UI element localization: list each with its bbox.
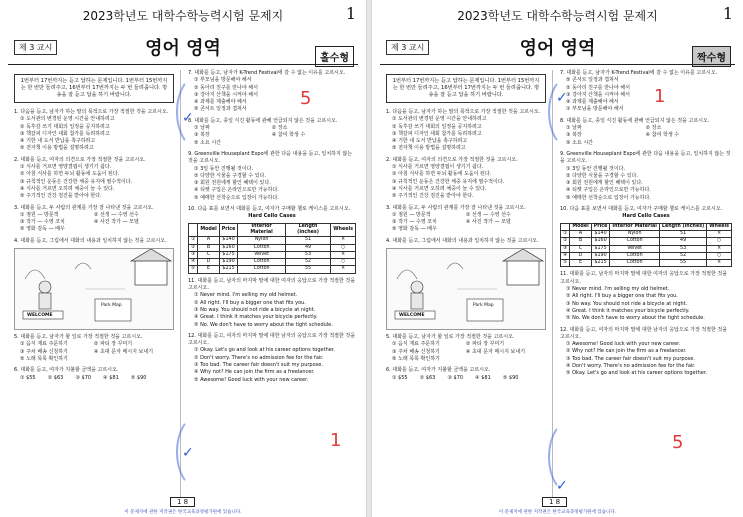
option[interactable]: ① 식사를 거르면 영양결핍이 생기기 쉽다. [392,164,484,171]
option[interactable]: ⑤ 예매한 선착순으로 입장이 가능하다. [194,194,279,201]
option[interactable]: ② 선생 ― 수영 선수 [93,211,139,218]
question-text: 9. Greenville Houseplant Expo에 관한 다음 내용을 듣고, 일치하지 않는 것을 고르시오. [560,150,731,165]
option[interactable]: ⑤ No. We don't have to worry about the tight schedule. [566,315,705,322]
option[interactable]: ⑤ 콘서트 일정과 겹쳐서 [194,106,247,113]
table-cell: Cotton [238,266,285,273]
option[interactable]: ④ 티켓 구입은 온라인으로만 가능하다. [194,187,279,194]
table-cell: Cotton [610,238,660,245]
subject-title: 영어 영역 [519,38,596,59]
question-text: 1. 다음을 듣고, 남자가 하는 말의 목적으로 가장 적절한 것을 고르시오. [386,109,541,115]
table-cell: × [707,245,732,252]
table-cell: E [570,260,591,267]
option[interactable]: ③ 주차 배송 신청하기 [20,348,68,355]
handwritten-answer: 1 [330,430,342,451]
question-text: 9. Greenville Houseplant Expo에 관한 다음 내용을 듣고, 일치하지 않는 것을 고르시오. [188,150,353,165]
option[interactable]: ⑤ Okay. Let's go and look at his career options together. [566,370,708,377]
option[interactable]: ② 아침 식사를 하면 두뇌 활동에 도움이 된다. [392,171,492,178]
table-row[interactable] [189,237,356,244]
option[interactable]: ① 식사를 거르면 영양결핍이 생기기 쉽다. [20,164,112,171]
option[interactable]: ② 장소 [645,125,662,132]
option[interactable]: ④ 과제를 제출해야 해서 [194,99,247,106]
table-row[interactable] [561,238,732,245]
check-mark-icon: ✓ [182,445,194,461]
option[interactable]: ④ 참여 학생 수 [271,132,306,139]
table-cell: 55 [285,266,330,273]
option[interactable]: ② 다양한 식물을 구경할 수 있다. [566,172,638,179]
option[interactable]: ⑤ 영화 감독 ― 배우 [20,226,65,233]
question-text: 12. 대화를 듣고, 여자의 마지막 말에 대한 남자의 응답으로 가장 적절한 것을 고르시오. [560,326,728,340]
option[interactable]: ② 아침 식사를 하면 두뇌 활동에 도움이 된다. [20,171,120,178]
table-cell: ③ [189,251,198,258]
option[interactable]: ④ $81 [475,374,491,381]
option[interactable]: ③ 회원 전원에게 할인 혜택이 있다. [566,180,643,187]
question-3 [386,205,546,234]
question-text: 5. 대화를 듣고, 남자가 할 일로 가장 적절한 것을 고르시오. [14,334,143,341]
question-text: 5. 대화를 듣고, 남자가 할 일로 가장 적절한 것을 고르시오. [386,334,515,341]
table-cell: Cotton [238,259,285,266]
exam-type-label: 홀수형 [315,46,354,67]
table-cell: Cotton [610,260,660,267]
question-5 [386,334,546,363]
question-2 [14,157,174,201]
table-cell: × [707,230,732,237]
option[interactable]: ② All right. I'll buy a bigger one that fits you. [194,299,306,306]
option[interactable]: ④ 식사를 거르면 오히려 체중이 늘 수 있다. [392,185,487,192]
table-cell: 55 [659,260,706,267]
table-cell: ○ [707,238,732,245]
question-text: 11. 대화를 듣고, 남자의 마지막 말에 대한 여자의 응답으로 가장 적절한 것을 고르시오. [560,271,728,285]
welcome-sign-text: WELCOME [27,313,53,319]
option[interactable]: ⑤ $90 [502,374,519,381]
table-cell: $190 [591,252,610,259]
option[interactable]: ② 다양한 식물을 구경할 수 있다. [194,172,266,179]
table-cell: 52 [659,252,706,259]
question-9 [188,151,356,202]
option[interactable]: ⑤ 영화 감독 ― 배우 [392,226,437,233]
table-cell: 52 [285,259,330,266]
question-text: 7. 대화를 듣고, 남자가 K-Trend Festival에 갈 수 없는 이유를 고르시오. [560,70,718,76]
table-cell: × [331,251,356,258]
option[interactable]: ② All right. I'll buy a bigger one that fits you. [566,293,678,300]
question-3 [14,205,174,234]
question-text: 4. 대화를 듣고, 그림에서 대화의 내용과 일치하지 않는 것을 고르시오. [14,237,167,244]
park-map-sign-text: Park Map [473,303,494,309]
option[interactable]: ④ Why not? He can join the firm as a freelancer. [194,369,315,376]
copyright-footer: 이 문제지에 관한 저작권은 한국교육과정평가원에 있습니다. [124,510,242,515]
table-row[interactable] [189,244,356,251]
option[interactable]: ② 독후감 쓰기 대회의 일정을 공지하려고 [392,123,482,130]
table-cell: $140 [219,237,238,244]
table-cell: Velvet [238,251,285,258]
park-map-sign-text: Park Map [101,303,122,309]
question-12 [560,327,732,378]
option[interactable]: ④ 사진 작가 ― 모델 [465,219,511,226]
option[interactable]: ① 음식 재료 주문하기 [20,341,68,348]
option[interactable]: ⑤ No. We don't have to worry about the tight schedule. [194,321,333,328]
question-9 [560,151,732,202]
park-scene-illustration [386,248,546,330]
table-header: Length (inches) [659,223,706,230]
option[interactable]: ④ Great. I think it matches your bicycle perfectly. [566,307,690,314]
question-text: 7. 대화를 듣고, 남자가 K-Trend Festival에 갈 수 없는 이유를 고르시오. [188,70,346,76]
table-header: Model [570,223,591,230]
exam-type-label: 짝수형 [692,46,731,67]
option[interactable]: ④ $81 [103,374,119,381]
option[interactable]: ⑤ 소요 시간 [194,139,221,146]
table-row[interactable] [189,251,356,258]
header-rule [8,64,358,65]
table-cell: ④ [561,252,570,259]
page-number: 1 [345,4,356,23]
table-cell: 49 [659,238,706,245]
table-cell: Nylon [610,230,660,237]
exam-page-odd [0,0,366,517]
option[interactable]: ③ 복장 [566,132,582,139]
table-header: Price [591,223,610,230]
option[interactable]: ③ 작가 ― 수영 코치 [20,219,65,226]
question-10 [188,206,356,274]
option[interactable]: ⑤ 콘서트 일정과 겹쳐서 [566,77,619,84]
option[interactable]: ④ 사진 작가 ― 모델 [93,219,139,226]
pen-stroke [548,75,592,149]
option[interactable]: ⑤ 소요 시간 [566,139,593,146]
table-row[interactable] [561,252,732,259]
table-cell: $215 [591,260,610,267]
table-row[interactable] [561,260,732,267]
option[interactable]: ② 장소 [271,125,288,132]
question-text: 12. 대화를 듣고, 여자의 마지막 말에 대한 남자의 응답으로 가장 적절한 것을 고르시오. [188,332,356,347]
question-text: 11. 대화를 듣고, 남자의 마지막 말에 대한 여자의 응답으로 가장 적절한 것을 고르시오. [188,277,356,292]
option[interactable]: ④ Great. I think it matches your bicycle perfectly. [194,314,318,321]
option[interactable]: ③ No way. You should not ride a bicycle at night. [194,306,316,313]
option[interactable]: ③ 작가 ― 수영 코치 [392,219,437,226]
table-header: Wheels [707,223,732,230]
question-12 [188,333,356,384]
session-label: 제 3 교시 [14,40,57,55]
option[interactable]: ② $63 [419,374,436,381]
option[interactable]: ① Never mind. I'm selling my old helmet. [566,286,670,293]
option[interactable]: ① $55 [392,374,408,381]
option[interactable]: ③ Too bad. The career fair doesn't suit my purpose. [194,361,323,368]
table-cell: B [570,238,591,245]
option[interactable]: ③ 회원 전원에게 할인 혜택이 있다. [194,180,271,187]
cello-case-table [560,223,732,268]
table-cell: Velvet [610,245,660,252]
check-mark-icon: ✓ [556,478,568,494]
option[interactable]: ⑤ 노래 목록 확인하기 [20,355,68,362]
table-cell: $215 [219,266,238,273]
question-6 [386,367,546,382]
table-row[interactable] [189,259,356,266]
question-1 [14,109,174,153]
copyright-footer: 이 문제지에 관한 저작권은 한국교육과정평가원에 있습니다. [498,510,617,515]
page-count-box: 1 8 [542,497,567,507]
subject-title: 영어 영역 [145,38,221,59]
table-cell: C [570,245,591,252]
table-cell: × [707,260,732,267]
table-cell: ④ [189,259,198,266]
table-cell: ○ [331,244,356,251]
question-text: 3. 대화를 듣고, 두 사람의 관계를 가장 잘 나타낸 것을 고르시오. [386,204,526,211]
table-cell: D [570,252,591,259]
session-label: 제 3 교시 [386,40,429,55]
option[interactable]: ① 부모님을 방문해야 해서 [194,77,252,84]
question-text: 10. 다음 표를 보면서 대화를 듣고, 여자가 구매할 첼로 케이스를 고르시오. [188,206,351,213]
table-cell: ○ [331,259,356,266]
table-cell: A [570,230,591,237]
option[interactable]: ⑤ $90 [130,374,147,381]
left-column [386,70,546,386]
option[interactable]: ③ No way. You should not ride a bicycle at night. [566,300,688,307]
question-text: 6. 대화를 듣고, 여자가 지불할 금액을 고르시오. [14,367,119,374]
question-5 [14,334,174,363]
table-cell: ① [561,230,570,237]
question-2 [386,157,546,201]
option[interactable]: ⑤ 주기적인 건강 검진을 받아야 한다. [392,193,474,200]
option[interactable]: ② 동아리 친구를 만나야 해서 [566,84,630,91]
table-row[interactable] [561,245,732,252]
table-cell: $140 [591,230,610,237]
handwritten-answer: 1 [654,86,666,107]
option[interactable]: ④ 참여 학생 수 [645,132,680,139]
option[interactable]: ④ 식사를 거르면 오히려 체중이 늘 수 있다. [20,185,115,192]
option[interactable]: ④ 초대 문자 메시지 보내기 [465,348,526,355]
header-rule [380,64,735,65]
table-cell: 53 [285,251,330,258]
option[interactable]: ② Why not? He can join the firm as a freelancer. [566,348,687,355]
option[interactable]: ① Okay. Let's go and look at his career options together. [194,347,336,354]
option[interactable]: ① Awesome! Good luck with your new career. [566,341,681,348]
option[interactable]: ③ 강아지 산책을 시켜야 해서 [194,91,258,98]
table-cell: B [198,244,219,251]
left-column [14,70,174,386]
question-text: 8. 대화를 듣고, 종일 식진 활동에 관해 언급되지 않은 것을 고르시오. [560,117,710,124]
question-text: 1. 다음을 듣고, 남자가 하는 말의 목적으로 가장 적절한 것을 고르시오. [14,109,169,115]
option[interactable]: ③ 규칙적인 운동은 건강한 체중 유지에 필수적이다. [392,178,505,185]
table-cell: $175 [591,245,610,252]
option[interactable]: ② 선생 ― 수영 선수 [465,211,511,218]
question-11 [560,271,732,322]
handwritten-answer: 5 [672,432,684,453]
page-number: 1 [722,4,733,23]
question-6 [14,367,174,382]
cello-case-table [188,223,356,274]
table-cell: × [331,237,356,244]
pen-stroke [548,420,592,494]
option[interactable]: ① 점원 ― 방문객 [392,211,431,218]
option[interactable]: ⑤ 예매한 선착순으로 입장이 가능하다. [566,194,651,201]
option[interactable]: ③ 책갈피 디자인 대회 참가를 독려하려고 [20,130,110,137]
option[interactable]: ① Never mind. I'm selling my old helmet. [194,292,298,299]
option[interactable]: ① 3일 동안 진행될 것이다. [566,165,626,172]
table-cell: D [198,259,219,266]
option[interactable]: ① $55 [20,374,36,381]
table-cell: E [198,266,219,273]
table-cell: ② [189,244,198,251]
question-text: 6. 대화를 듣고, 여자가 지불할 금액을 고르시오. [386,367,491,374]
table-header: Interior Material [610,223,660,230]
table-cell: ① [189,237,198,244]
table-header: Interior Material [238,223,285,237]
option[interactable]: ② 독후감 쓰기 대회의 일정을 공지하려고 [20,123,110,130]
option[interactable]: ③ 규칙적인 운동은 건강한 체중 유지에 필수적이다. [20,178,133,185]
question-4 [14,238,174,330]
option[interactable]: ③ 강아지 산책을 시켜야 해서 [566,91,630,98]
option[interactable]: ① 날짜 [194,125,210,132]
option[interactable]: ① 도서관의 변경된 운영 시간을 안내하려고 [392,116,487,123]
option[interactable]: ① 점원 ― 방문객 [20,211,59,218]
option[interactable]: ④ 초대 문자 메시지 보내기 [93,348,154,355]
table-row[interactable] [189,266,356,273]
table-title: Hard Cello Cases [248,213,296,220]
option[interactable]: ① 도서관의 변경된 운영 시간을 안내하려고 [20,116,115,123]
table-cell: 51 [659,230,706,237]
question-text: 10. 다음 표를 보면서 대화를 듣고, 여자가 구매할 첼로 케이스를 고르시오. [560,206,723,213]
option[interactable]: ⑤ 주기적인 건강 검진을 받아야 한다. [20,193,102,200]
table-cell: ⑤ [189,266,198,273]
option[interactable]: ④ Don't worry. There's no admission fee for the fair. [566,362,696,369]
check-mark-icon: ✓ [182,110,194,126]
option[interactable]: ⑤ Awesome! Good luck with your new career. [194,376,309,383]
question-text: 4. 대화를 듣고, 그림에서 대화의 내용과 일치하지 않는 것을 고르시오. [386,237,539,244]
listening-notice: 1번부터 17번까지는 듣고 답하는 문제입니다. 1번부터 15번까지는 한 번만 들려주고, 16번부터 17번까지는 두 번 들려줍니다. 방송을 잘 듣고 답을 하기 바랍니다. [386,74,546,103]
table-cell: ② [561,238,570,245]
option[interactable]: ① 음식 재료 주문하기 [392,341,440,348]
table-cell: ⑤ [561,260,570,267]
table-cell: $190 [219,259,238,266]
option[interactable]: ② Don't worry. There's no admission fee for the fair. [194,354,324,361]
option[interactable]: ③ 책갈피 디자인 대회 참가를 독려하려고 [392,130,482,137]
option[interactable]: ⑤ 전자책 이용 방법을 설명하려고 [392,145,466,152]
header-title: 2023학년도 대학수학능력시험 문제지 [82,9,284,23]
option[interactable]: ② 동아리 친구를 만나야 해서 [194,84,258,91]
table-cell: Cotton [238,244,285,251]
table-cell: $160 [219,244,238,251]
option[interactable]: ② 파티 장 꾸미기 [93,341,133,348]
option[interactable]: ④ 과제를 제출해야 해서 [566,99,619,106]
option[interactable]: ③ $70 [447,374,464,381]
option[interactable]: ① 3일 동안 진행될 것이다. [194,165,254,172]
table-cell: 49 [285,244,330,251]
option[interactable]: ① 날짜 [566,125,582,132]
question-11 [188,278,356,329]
table-cell: 51 [285,237,330,244]
option[interactable]: ④ 기한 내 도서 반납을 촉구하려고 [392,138,468,145]
table-header: Model [198,223,219,237]
option[interactable]: ③ $70 [75,374,92,381]
option[interactable]: ⑤ 노래 목록 확인하기 [392,355,440,362]
header-title: 2023학년도 대학수학능력시험 문제지 [457,9,658,23]
option[interactable]: ③ 복장 [194,132,210,139]
option[interactable]: ③ Too bad. The career fair doesn't suit my purpose. [566,355,695,362]
table-cell: A [198,237,219,244]
table-cell: Cotton [610,252,660,259]
question-text: 2. 대화를 듣고, 여자의 의견으로 가장 적절한 것을 고르시오. [14,156,146,163]
park-scene-illustration [14,248,174,330]
table-title: Hard Cello Cases [622,213,670,220]
exam-page-even [372,0,743,517]
table-cell: × [331,266,356,273]
table-cell: ③ [561,245,570,252]
listening-notice: 1번부터 17번까지는 듣고 답하는 문제입니다. 1번부터 15번까지는 한 번만 들려주고, 16번부터 17번까지는 두 번 들려줍니다. 방송을 잘 듣고 답을 하기 바랍니다. [14,74,174,103]
option[interactable]: ④ 티켓 구입은 온라인으로만 가능하다. [566,187,651,194]
page-count-box: 1 8 [170,497,195,507]
option[interactable]: ② 파티 장 꾸미기 [465,341,505,348]
table-header: Wheels [331,223,356,237]
table-cell: $160 [591,238,610,245]
table-header: Price [219,223,238,237]
handwritten-answer: 5 [300,88,312,109]
welcome-sign-text: WELCOME [399,313,425,319]
table-cell: ○ [707,252,732,259]
table-cell: 53 [659,245,706,252]
table-cell: C [198,251,219,258]
question-text: 8. 대화를 듣고, 종일 식진 활동에 관해 언급되지 않은 것을 고르시오. [188,117,338,124]
check-mark-icon: ✓ [556,90,568,106]
table-header: Length (inches) [285,223,330,237]
table-cell: $175 [219,251,238,258]
question-1 [386,109,546,153]
option[interactable]: ③ 주차 배송 신청하기 [392,348,440,355]
question-4 [386,238,546,330]
question-text: 3. 대화를 듣고, 두 사람의 관계를 가장 잘 나타낸 것을 고르시오. [14,204,154,211]
option[interactable]: ⑤ 전자책 이용 방법을 설명하려고 [20,145,94,152]
option[interactable]: ① 부모님을 방문해야 해서 [566,106,624,113]
option[interactable]: ④ 기한 내 도서 반납을 촉구하려고 [20,138,96,145]
table-cell: Nylon [238,237,285,244]
question-text: 2. 대화를 듣고, 여자의 의견으로 가장 적절한 것을 고르시오. [386,156,518,163]
table-row[interactable] [561,230,732,237]
option[interactable]: ② $63 [47,374,64,381]
question-10 [560,206,732,267]
